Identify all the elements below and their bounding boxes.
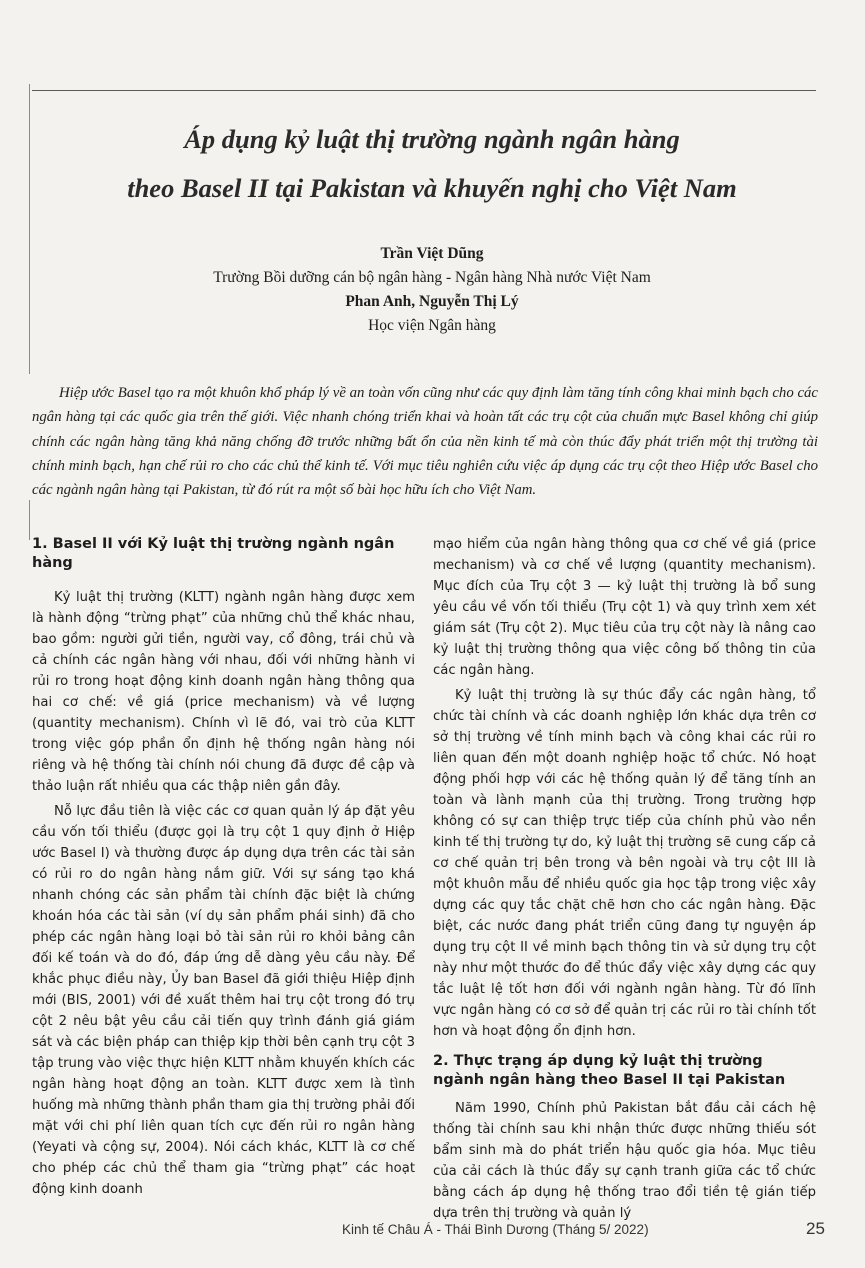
right-column: [433, 534, 816, 1228]
margin-rule-top: [29, 84, 30, 374]
section-2-heading: 2. Thực trạng áp dụng kỷ luật thị trường ngành ngân hàng theo Basel II tại Pakistan: [433, 1053, 786, 1088]
article-title-line-1: Áp dụng kỷ luật thị trường ngành ngân hàng: [184, 124, 680, 154]
author-affiliation-2: Học viện Ngân hàng: [368, 317, 496, 334]
section-2-paragraph: Năm 1990, Chính phủ Pakistan bắt đầu cải cách hệ thống tài chính sau khi nhận thức được những thiếu sót bẩm sinh mà do phát triển hậu quốc gia hóa. Mục tiêu của cải cách là thúc đẩy sự cạnh tranh giữa các tổ chức bằng cách áp dụng hệ thống trao đổi tiền tệ gián tiếp dựa trên thị trường và quản lý: [433, 1101, 816, 1221]
section-1-paragraph: Nỗ lực đầu tiên là việc các cơ quan quản lý áp đặt yêu cầu vốn tối thiểu (được gọi là trụ cột 1 quy định ở Hiệp ước Basel I) và thường được áp dụng dựa trên các tài sản có rủi ro do ngân hàng nắm giữ. Với sự sáng tạo khá nhanh chóng các sản phẩm tài chính đặc biệt là chứng khoán hóa các tài sản (ví dụ sản phẩm phái sinh) đã cho phép các ngân hàng loại bỏ tài sản rủi ro khỏi bảng cân đối kế toán và do đó, đáp ứng dễ dàng yêu cầu này. Để khắc phục điều này, Ủy ban Basel đã giới thiệu Hiệp định mới (BIS, 2001) với đề xuất thêm hai trụ cột trong đó trụ cột 2 nêu bật yêu cầu cải tiến quy trình đánh giá giám sát và các biện pháp can thiệp kịp thời bên cạnh trụ cột 3 tập trung vào việc thực hiện KLTT nhằm khuyến khích các ngân hàng hoạt động an toàn. KLTT được xem là tình huống mà những thành phần tham gia thị trường phải đối mặt với chi phí liên quan tích cực đến rủi ro ngân hàng (Yeyati và cộng sự, 2004). Nói cách khác, KLTT là cơ chế cho phép các chủ thể tham gia “trừng phạt” các hoạt động kinh doanh: [32, 804, 415, 1197]
author-name-2: Phan Anh, Nguyễn Thị Lý: [345, 293, 519, 310]
continued-paragraph: mạo hiểm của ngân hàng thông qua cơ chế về giá (price mechanism) và cơ chế về lượng (quantity mechanism). Mục đích của Trụ cột 3 — kỷ luật thị trường là bổ sung yêu cầu về vốn tối thiểu (Trụ cột 1) và quy trình xem xét giám sát (Trụ cột 2). Mục tiêu của trụ cột này là nâng cao kỷ luật thị trường thông qua việc công bố thông tin của các ngân hàng.: [433, 537, 816, 678]
page-number: 25: [806, 1219, 825, 1238]
body-paragraph: Kỷ luật thị trường là sự thúc đẩy các ngân hàng, tổ chức tài chính và các doanh nghiệp lớn khác dựa trên cơ sở thị trường về tính minh bạch và công khai các rủi ro liên quan đến một doanh nghiệp hoặc tổ chức. Nó hoạt động phối hợp với các hệ thống quản lý để tăng tính an toàn và lành mạnh của thị trường. Trong trường hợp không có sự can thiệp trực tiếp của chính phủ vào nền kinh tế thị trường tự do, kỷ luật thị trường sẽ cung cấp cả cơ chế quản trị bên trong và bên ngoài và trụ cột III là một khuôn mẫu để nhiều quốc gia học tập trong việc xây dựng các quy tắc chặt chẽ hơn cho các ngân hàng. Đặc biệt, các nước đang phát triển cũng đang tự nguyện áp dụng trụ cột II về minh bạch thông tin và sử dụng trụ cột này như một thước đo để thúc đẩy việc xây dựng các quy tắc luật lệ tốt hơn đối với ngành ngân hàng. Từ đó lĩnh vực ngân hàng có cơ sở để quản trị các rủi ro tài chính tốt hơn và hoạt động ổn định hơn.: [433, 688, 816, 1039]
section-1-heading: 1. Basel II với Kỷ luật thị trường ngành ngân hàng: [32, 536, 395, 571]
article-title-line-2: theo Basel II tại Pakistan và khuyến nghị cho Việt Nam: [127, 173, 737, 203]
left-column: [32, 531, 415, 1204]
margin-rule-bottom: [29, 500, 30, 540]
header-rule: [32, 90, 816, 91]
journal-footer: Kinh tế Châu Á - Thái Bình Dương (Tháng 5/ 2022): [342, 1222, 649, 1237]
author-affiliation-1: Trường Bồi dưỡng cán bộ ngân hàng - Ngân hàng Nhà nước Việt Nam: [213, 269, 651, 286]
abstract: Hiệp ước Basel tạo ra một khuôn khổ pháp lý về an toàn vốn cũng như các quy định làm tăng tính công khai minh bạch cho các ngân hàng tại các quốc gia trên thế giới. Việc nhanh chóng triển khai và hoàn tất các trụ cột của chuẩn mực Basel không chỉ giúp chính các ngân hàng tăng khả năng chống đỡ trước những bất ổn của nền kinh tế mà còn thúc đẩy phát triển một thị trường tài chính minh bạch, hạn chế rủi ro cho các chủ thể kinh tế. Với mục tiêu nghiên cứu việc áp dụng các trụ cột theo Hiệp ước Basel cho các ngành ngân hàng tại Pakistan, từ đó rút ra một số bài học hữu ích cho Việt Nam.: [32, 385, 818, 499]
section-1-paragraph: Kỷ luật thị trường (KLTT) ngành ngân hàng được xem là hành động “trừng phạt” của những chủ thể khác nhau, bao gồm: người gửi tiền, người vay, cổ đông, trái chủ và cả chính các ngân hàng với nhau, đối với những hành vi rủi ro trong hoạt động kinh doanh ngân hàng thông qua hai cơ chế: về giá (price mechanism) và về lượng (quantity mechanism). Chính vì lẽ đó, vai trò của KLTT trong việc góp phần ổn định hệ thống ngân hàng nói riêng và hệ thống tài chính nói chung đã được đề cập và thảo luận rất nhiều qua các thập niên gần đây.: [32, 590, 415, 794]
author-name-1: Trần Việt Dũng: [380, 245, 484, 262]
